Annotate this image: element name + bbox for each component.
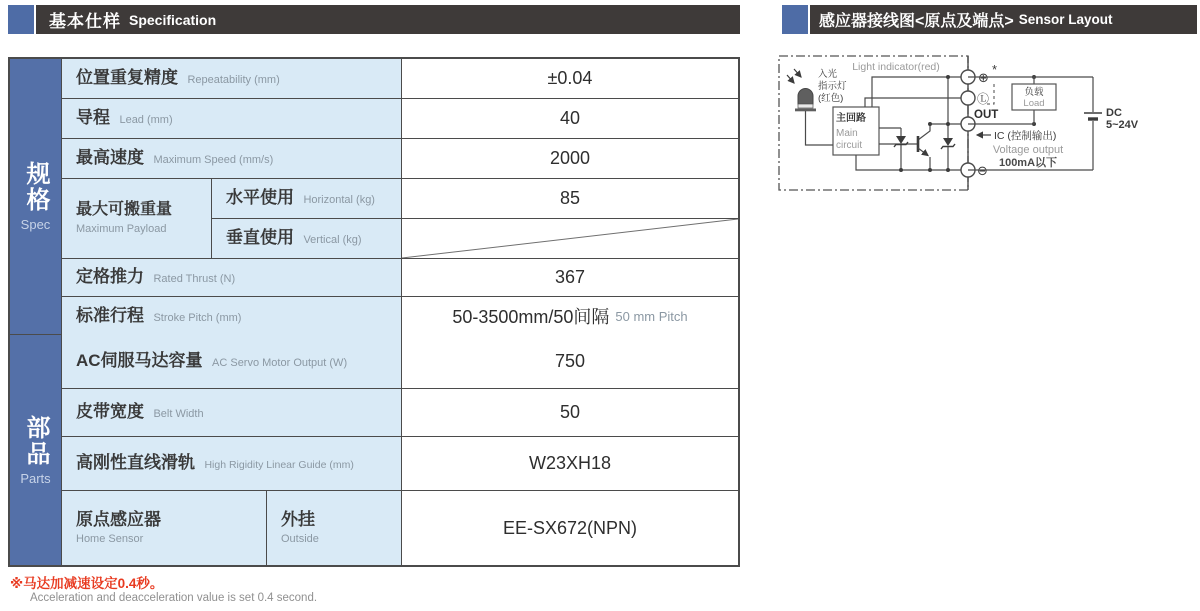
row-label-en: Belt Width [153, 408, 204, 421]
table-row-servo-output [62, 335, 738, 389]
parts-section-label-cn: 部品 [22, 414, 49, 467]
footnote-en: Acceleration and deacceleration value is set 0.4 second. [30, 592, 318, 604]
spec-section-header [10, 59, 62, 335]
incident-light-label-3: (红色) [818, 93, 844, 104]
incident-light-label-2: 指示灯 [818, 81, 847, 92]
row-value: 2000 [402, 139, 738, 178]
sensor-layout-title-cn: 感应器接线图<原点及端点> [819, 13, 1014, 30]
table-row-repeatability [62, 59, 738, 99]
row-value: 367 [402, 259, 738, 296]
row-value: ±0.04 [402, 59, 738, 98]
minus-terminal-label: ⊖ [977, 163, 988, 178]
light-ray-arrows-icon [787, 69, 801, 83]
sensor-wiring-diagram [776, 48, 1200, 198]
plus-terminal-label: ⊕ [978, 70, 989, 85]
row-label-en: Lead (mm) [119, 114, 173, 127]
table-row-belt-width [62, 389, 738, 437]
out-terminal-label: OUT [974, 109, 999, 121]
sensor-layout-title-en: Sensor Layout [1018, 12, 1113, 27]
incident-light-label-1: 入光 [818, 69, 838, 80]
specification-title-en: Specification [129, 11, 217, 28]
row-label-cn: 位置重复精度 [76, 68, 178, 88]
table-row-rated-thrust [62, 259, 738, 297]
table-row-max-speed [62, 139, 738, 179]
stroke-pitch-value: 50-3500mm/50间隔 [452, 307, 610, 327]
row-label-cn: 标准行程 [76, 305, 144, 325]
table-row-payload-vertical [212, 219, 738, 258]
table-row-max-payload [62, 179, 738, 259]
row-label-en: AC Servo Motor Output (W) [212, 357, 348, 370]
row-label-cn: AC伺服马达容量 [76, 351, 203, 371]
row-value: 50 [402, 389, 738, 436]
row-value-not-applicable [402, 219, 738, 258]
dc-voltage-label: 5~24V [1106, 119, 1139, 131]
main-circuit-label-en1: Main [836, 128, 858, 139]
row-label-en: Stroke Pitch (mm) [153, 311, 242, 324]
row-label-cn: 最高速度 [76, 148, 144, 168]
row-sublabel-en: Outside [281, 532, 319, 545]
main-circuit-label-en2: circuit [836, 140, 863, 151]
l-terminal-label: Ⓛ [977, 92, 990, 106]
load-label-cn: 负载 [1024, 87, 1044, 98]
stroke-pitch-value-en: 50 mm Pitch [615, 308, 688, 324]
row-label-cn: 垂直使用 [226, 228, 294, 248]
table-row-stroke-pitch [62, 297, 738, 335]
table-row-linear-guide [62, 437, 738, 491]
parts-section-header [10, 335, 62, 565]
row-label-cn: 导程 [76, 108, 110, 128]
row-label-en: Horizontal (kg) [303, 194, 375, 207]
row-value: W23XH18 [402, 437, 738, 490]
specification-table [8, 57, 740, 567]
row-label-en: Repeatability (mm) [187, 74, 280, 87]
row-label-en: Home Sensor [76, 532, 144, 545]
row-sublabel-cn: 外挂 [281, 510, 315, 530]
row-label-cn: 高刚性直线滑轨 [76, 453, 195, 473]
current-limit-label: 100mA以下 [998, 157, 1058, 169]
voltage-output-label: Voltage output [992, 144, 1064, 156]
blue-accent-square [782, 5, 810, 34]
row-value: 85 [402, 179, 738, 218]
table-row-payload-horizontal [212, 179, 738, 219]
row-label-cn: 皮带宽度 [76, 402, 144, 422]
row-label-cn: 最大可搬重量 [76, 201, 173, 219]
row-label-cn: 原点感应器 [76, 510, 161, 530]
load-label-en: Load [1023, 98, 1045, 109]
spec-section-label-cn: 规格 [22, 161, 49, 213]
light-indicator-label: Light indicator(red) [852, 61, 940, 73]
spec-section-label-en: Spec [20, 217, 51, 232]
dc-label: DC [1106, 107, 1122, 119]
row-label-en: Vertical (kg) [303, 234, 362, 247]
row-value: 40 [402, 99, 738, 138]
led-indicator-icon [795, 89, 816, 112]
table-row-lead [62, 99, 738, 139]
specification-title-cn: 基本仕样 [49, 12, 121, 31]
battery-icon [1084, 113, 1102, 119]
main-circuit-label-cn: 主回路 [836, 113, 866, 124]
row-label-cn: 定格推力 [76, 267, 144, 287]
footnote-cn: ※马达加减速设定0.4秒。 [10, 576, 164, 591]
sensor-layout-header-bar [782, 5, 1197, 34]
row-value [402, 297, 738, 335]
row-label-en: Maximum Speed (mm/s) [153, 154, 274, 167]
parts-section-label-en: Parts [20, 470, 51, 486]
blue-accent-square [8, 5, 36, 34]
spec-section [10, 59, 738, 335]
ic-label: IC (控制输出) [994, 130, 1057, 142]
asterisk-mark: * [992, 62, 998, 77]
row-label-en: Maximum Payload [76, 222, 167, 235]
specification-header-bar [8, 5, 740, 34]
row-label-en: High Rigidity Linear Guide (mm) [204, 459, 354, 472]
row-label-en: Rated Thrust (N) [153, 273, 236, 286]
diagonal-na-line [402, 219, 738, 258]
parts-section [10, 335, 738, 565]
table-row-home-sensor [62, 491, 738, 565]
row-label-cn: 水平使用 [226, 188, 294, 208]
row-value: EE-SX672(NPN) [402, 491, 738, 565]
row-value: 750 [402, 335, 738, 388]
